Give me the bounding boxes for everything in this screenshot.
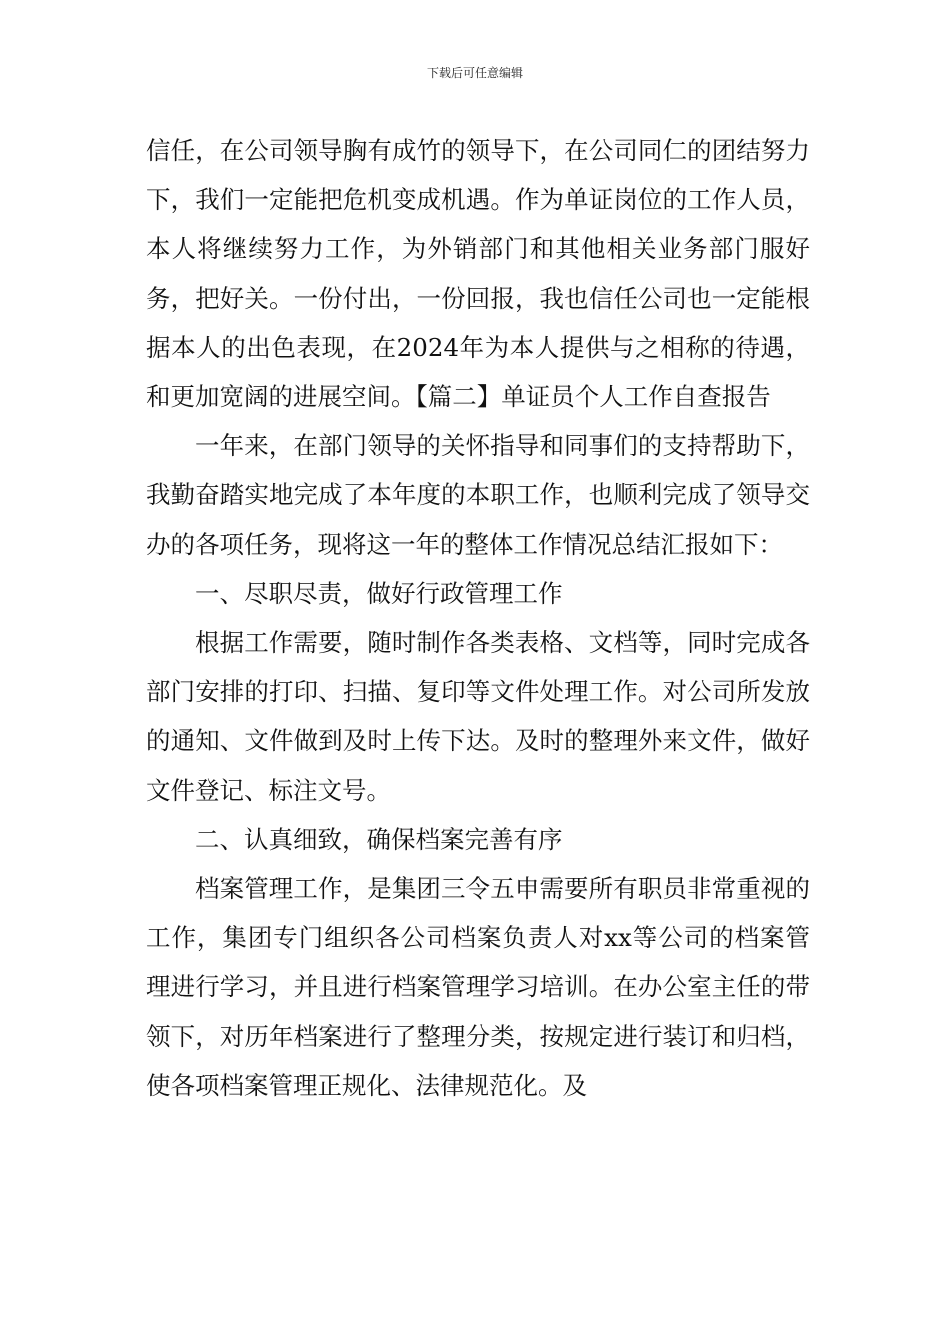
section-heading-1: 一、尽职尽责，做好行政管理工作: [195, 578, 563, 608]
section-heading-2: 二、认真细致，确保档案完善有序: [195, 824, 563, 854]
page-header-note: 下载后可任意编辑: [426, 66, 523, 80]
paragraph-intro: 一年来，在部门领导的关怀指导和同事们的支持帮助下，我勤奋踏实地完成了本年度的本职工作，也顺利完成了领导交办的各项任务，现将这一年的整体工作情况总结汇报如下：: [146, 431, 810, 559]
document-body: [146, 126, 810, 1110]
paragraph-section-1: 根据工作需要，随时制作各类表格、文档等，同时完成各部门安排的打印、扫描、复印等文件处理工作。对公司所发放的通知、文件做到及时上传下达。及时的整理外来文件，做好文件登记、标注文号。: [146, 628, 810, 805]
paragraph-section-2: 档案管理工作，是集团三令五申需要所有职员非常重视的工作，集团专门组织各公司档案负责人对xx等公司的档案管理进行学习，并且进行档案管理学习培训。在办公室主任的带领下，对历年档案进行了整理分类，按规定进行装订和归档，使各项档案管理正规化、法律规范化。及: [146, 874, 810, 1100]
paragraph-continuation: 信任，在公司领导胸有成竹的领导下，在公司同仁的团结努力下，我们一定能把危机变成机遇。作为单证岗位的工作人员，本人将继续努力工作，为外销部门和其他相关业务部门服好务，把好关。一份付出，一份回报，我也信任公司也一定能根据本人的出色表现，在2024年为本人提供与之相称的待遇，和更加宽阔的进展空间。【篇二】单证员个人工作自查报告: [146, 136, 810, 412]
